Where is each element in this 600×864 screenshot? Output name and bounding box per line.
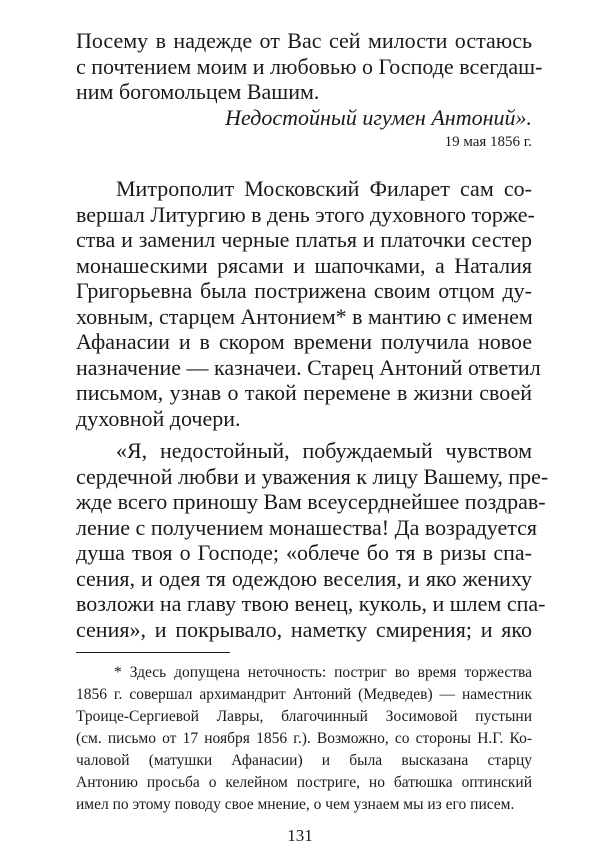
text-line: сердечной любви и уважения к лицу Вашему, пре- [76, 463, 549, 489]
text-line: жде всего приношу Вам всеусерднейшее поздрав- [76, 489, 546, 514]
text-line: душа твоя о Господе; «облече бо тя в ризы спа- [76, 540, 532, 565]
paragraph-letter-quote [76, 438, 549, 642]
footnote-line: * Здесь допущена неточность: постриг во время торжества [114, 664, 532, 681]
text-line: Григорьевна была пострижена своим отцом ду- [76, 278, 532, 303]
letter-date: 19 мая 1856 г. [444, 134, 532, 150]
text-line: Посему в надежде от Вас сей милости остаюсь [76, 28, 532, 53]
letter-signature: Недостойный игумен Антоний». [225, 104, 532, 130]
text-line: с почтением моим и любовью о Господе всегдаш- [76, 53, 543, 79]
text-line: вершал Литургию в день этого духовного торже- [76, 201, 535, 227]
footnote-line: Троице-Сергиевой Лавры, благочинный Зосимовой пустыни [76, 708, 532, 725]
text-line: ховным, старцем Антонием* в мантию с именем [76, 303, 533, 329]
footnote [76, 662, 532, 816]
text-line: ства и заменил черные платья и платочки сестер [76, 227, 532, 252]
text-line: назначение — казначеи. Старец Антоний ответил [76, 354, 541, 380]
footnote-separator [76, 652, 230, 653]
text-line: сения, и одея тя одеждою веселия, и яко жениху [76, 565, 532, 591]
text-line: монашескими рясами и шапочками, а Наталия [76, 252, 532, 278]
text-line: сения», и покрывало, наметку смирения; и яко [76, 616, 532, 642]
footnote-line: (см. письмо от 17 ноября 1856 г.). Возможно, со стороны Н.Г. Ко- [76, 730, 532, 747]
text-line: Митрополит Московский Филарет сам со- [116, 176, 532, 201]
text-line: письмом, узнав о такой перемене в жизни своей [76, 380, 532, 405]
footnote-line: 1856 г. совершал архимандрит Антоний (Медведев) — наместник [76, 686, 532, 703]
footnote-line: чаловой (матушки Афанасии) и была высказана старцу [76, 752, 532, 769]
footnote-line: Антонию просьба о келейном постриге, но батюшка оптинский [76, 774, 532, 791]
text-line: «Я, недостойный, побуждаемый чувством [116, 438, 532, 463]
page-number: 131 [287, 826, 313, 845]
text-line: Афанасии и в скором времени получила новое [76, 329, 532, 354]
text-line: ним богомольцем Вашим. [76, 79, 320, 104]
letter-ending [76, 28, 543, 154]
text-line: духовной дочери. [76, 405, 241, 431]
footnote-line: имел по этому поводу свое мнение, о чем узнаем мы из его писем. [76, 796, 515, 813]
text-line: ление с получением монашества! Да возрадуется [76, 514, 538, 540]
paragraph-narrative [76, 176, 541, 431]
text-line: возложи на главу твою венец, куколь, и шлем спа- [76, 591, 546, 616]
